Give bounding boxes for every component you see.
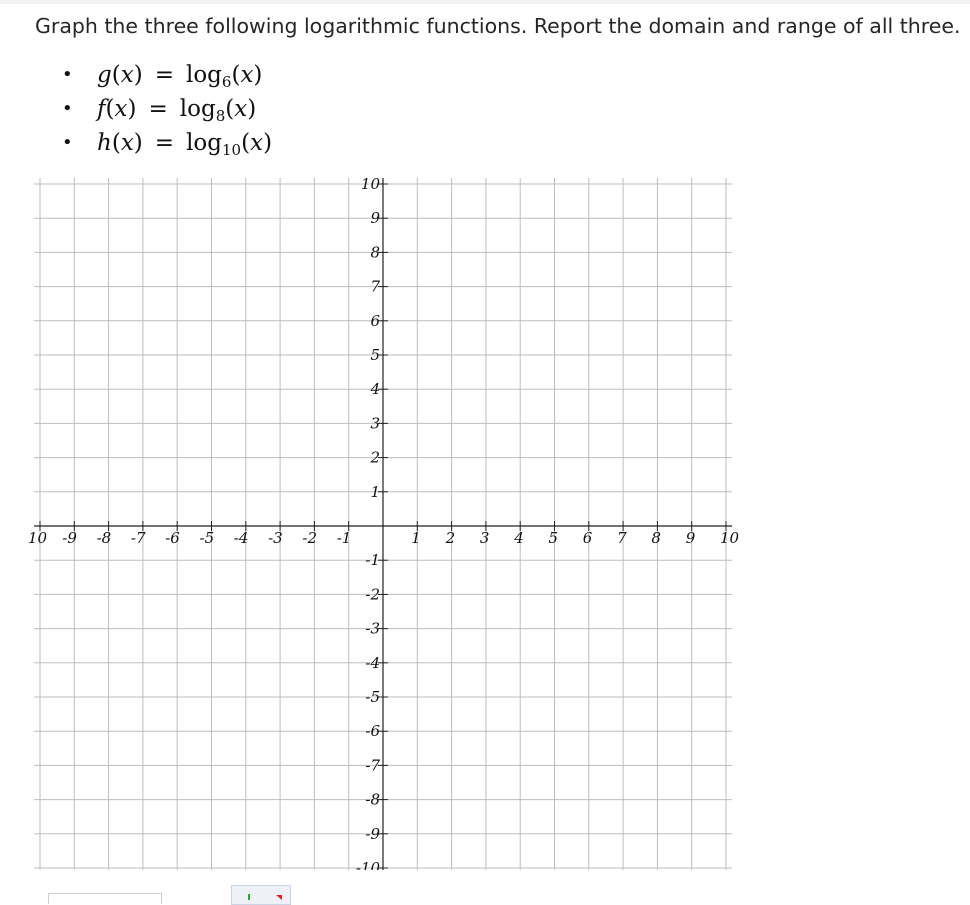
function-expression: $h(x) = \log_{10}(x)$ bbox=[97, 130, 273, 159]
x-tick-label: 4 bbox=[514, 529, 524, 547]
x-tick-label: -7 bbox=[130, 529, 146, 547]
x-tick-label: -5 bbox=[199, 529, 215, 547]
function-expression: $g(x) = \log_6(x)$ bbox=[97, 62, 263, 91]
x-tick-label: -9 bbox=[62, 529, 77, 547]
x-tick-label: -2 bbox=[302, 529, 318, 547]
x-tick-label: 10 bbox=[720, 529, 740, 547]
y-tick-label: 8 bbox=[370, 243, 380, 262]
function-expression: $f(x) = \log_8(x)$ bbox=[97, 96, 257, 125]
x-tick-label: 7 bbox=[617, 529, 627, 547]
y-tick-label: -1 bbox=[365, 551, 380, 570]
x-tick-label: 9 bbox=[685, 529, 696, 547]
coordinate-grid[interactable] bbox=[0, 170, 970, 870]
y-tick-label: 5 bbox=[370, 346, 380, 364]
x-tick-label: 10 bbox=[28, 529, 48, 547]
bullet-icon: • bbox=[62, 132, 73, 153]
y-tick-label: -6 bbox=[365, 722, 380, 741]
y-tick-label: 6 bbox=[370, 311, 380, 330]
y-tick-label: -5 bbox=[365, 688, 380, 706]
y-tick-label: 3 bbox=[370, 414, 380, 433]
y-tick-label: -3 bbox=[365, 619, 380, 638]
x-tick-label: 3 bbox=[479, 529, 490, 547]
y-tick-label: -8 bbox=[365, 790, 380, 809]
line-tool-icon[interactable] bbox=[248, 894, 250, 900]
x-tick-label: -3 bbox=[268, 529, 283, 547]
y-tick-label: 4 bbox=[370, 380, 380, 399]
y-tick-label: 10 bbox=[360, 175, 380, 193]
top-bar bbox=[0, 0, 970, 4]
bullet-icon: • bbox=[62, 64, 73, 85]
x-tick-label: 5 bbox=[548, 529, 559, 547]
graphing-canvas[interactable] bbox=[0, 170, 970, 870]
y-tick-label: 1 bbox=[370, 482, 380, 501]
x-tick-label: -8 bbox=[96, 529, 112, 547]
x-tick-label: -6 bbox=[165, 529, 180, 547]
x-tick-label: -4 bbox=[233, 529, 249, 547]
x-tick-label: 1 bbox=[411, 529, 421, 547]
y-tick-label: -9 bbox=[365, 824, 380, 843]
x-tick-label: 8 bbox=[651, 529, 661, 547]
y-tick-label: 7 bbox=[370, 277, 380, 296]
graph-tool-widget[interactable] bbox=[231, 885, 291, 905]
y-tick-label: -7 bbox=[365, 756, 380, 775]
y-tick-label: 9 bbox=[370, 209, 380, 228]
y-tick-label: 2 bbox=[370, 448, 380, 467]
answer-input[interactable] bbox=[48, 893, 162, 904]
x-tick-label: 6 bbox=[582, 529, 593, 547]
y-tick-label: -4 bbox=[365, 653, 380, 672]
y-tick-label: -2 bbox=[365, 585, 380, 604]
y-tick-label: -10 bbox=[355, 859, 380, 870]
question-prompt: Graph the three following logarithmic functions. Report the domain and range of all three. bbox=[35, 14, 961, 38]
x-tick-label: -1 bbox=[336, 529, 352, 547]
x-tick-label: 2 bbox=[445, 529, 456, 547]
bullet-icon: • bbox=[62, 98, 73, 119]
